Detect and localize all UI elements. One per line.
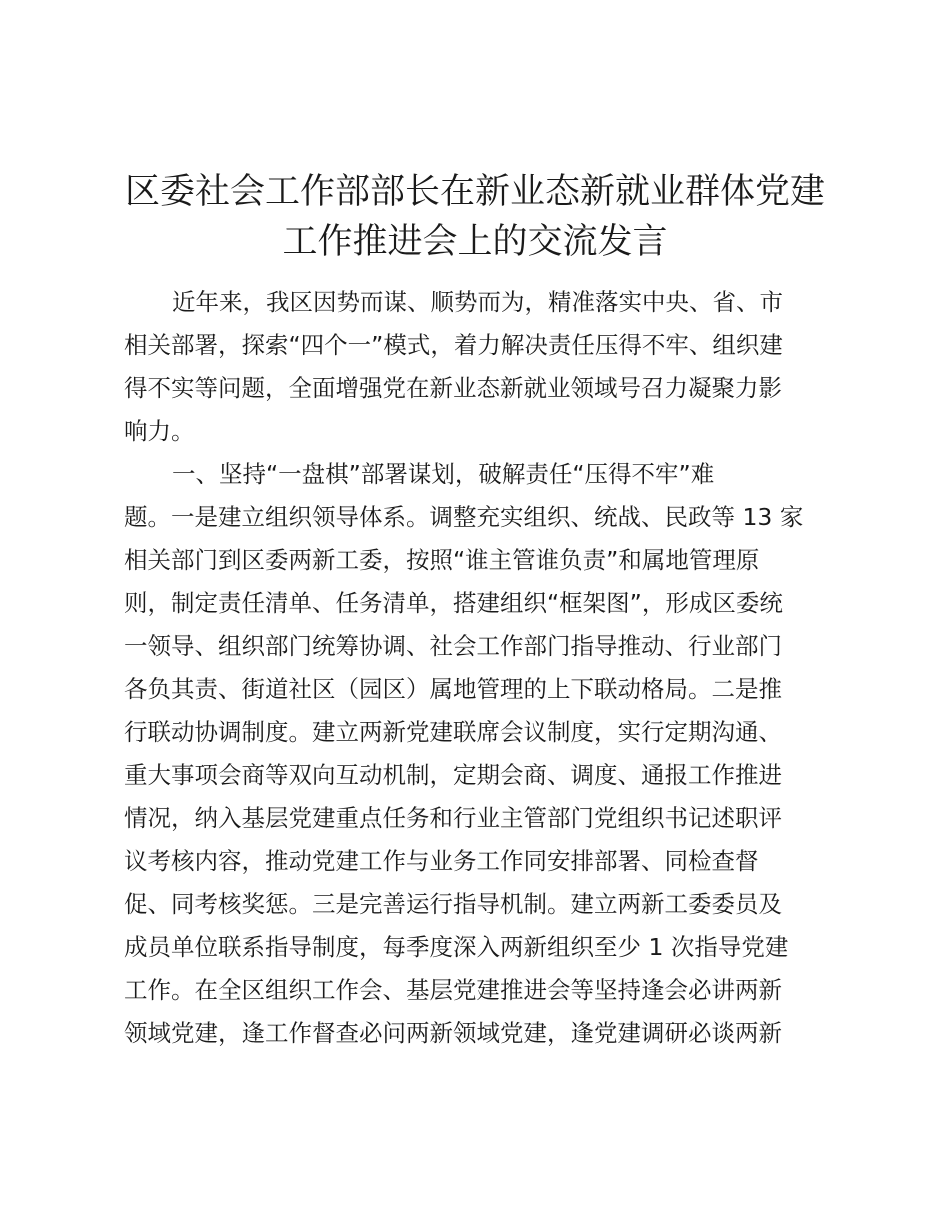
body-line: 相关部署，探索“四个一”模式，着力解决责任压得不牢、组织建 xyxy=(124,331,783,359)
body-line: 领域党建，逢工作督查必问两新领域党建，逢党建调研必谈两新 xyxy=(124,1019,782,1047)
body-line: 则，制定责任清单、任务清单，搭建组织“框架图”，形成区委统 xyxy=(124,589,783,617)
body-line: 得不实等问题，全面增强党在新业态新就业领域号召力凝聚力影 xyxy=(124,374,782,402)
body-line: 成员单位联系指导制度，每季度深入两新组织至少 1 次指导党建 xyxy=(124,933,789,961)
body-line: 题。一是建立组织领导体系。调整充实组织、统战、民政等 13 家 xyxy=(124,503,804,531)
body-line: 议考核内容，推动党建工作与业务工作同安排部署、同检查督 xyxy=(124,847,759,875)
body-line: 重大事项会商等双向互动机制，定期会商、调度、通报工作推进 xyxy=(124,761,782,789)
body-line: 各负其责、街道社区（园区）属地管理的上下联动格局。二是推 xyxy=(124,675,782,703)
document-title-line-2: 工作推进会上的交流发言 xyxy=(282,222,668,262)
body-line: 响力。 xyxy=(124,417,195,445)
body-line: 工作。在全区组织工作会、基层党建推进会等坚持逢会必讲两新 xyxy=(124,976,782,1004)
body-line: 行联动协调制度。建立两新党建联席会议制度，实行定期沟通、 xyxy=(124,718,782,746)
body-line: 一领导、组织部门统筹协调、社会工作部门指导推动、行业部门 xyxy=(124,632,782,660)
section-heading-line: 一、坚持“一盘棋”部署谋划，破解责任“压得不牢”难 xyxy=(172,460,715,488)
body-line: 近年来，我区因势而谋、顺势而为，精准落实中央、省、市 xyxy=(172,288,783,316)
body-line: 相关部门到区委两新工委，按照“谁主管谁负责”和属地管理原 xyxy=(124,546,760,574)
document-title-line-1: 区委社会工作部部长在新业态新就业群体党建 xyxy=(124,172,825,212)
body-line: 情况，纳入基层党建重点任务和行业主管部门党组织书记述职评 xyxy=(124,804,782,832)
body-line: 促、同考核奖惩。三是完善运行指导机制。建立两新工委委员及 xyxy=(124,890,782,918)
